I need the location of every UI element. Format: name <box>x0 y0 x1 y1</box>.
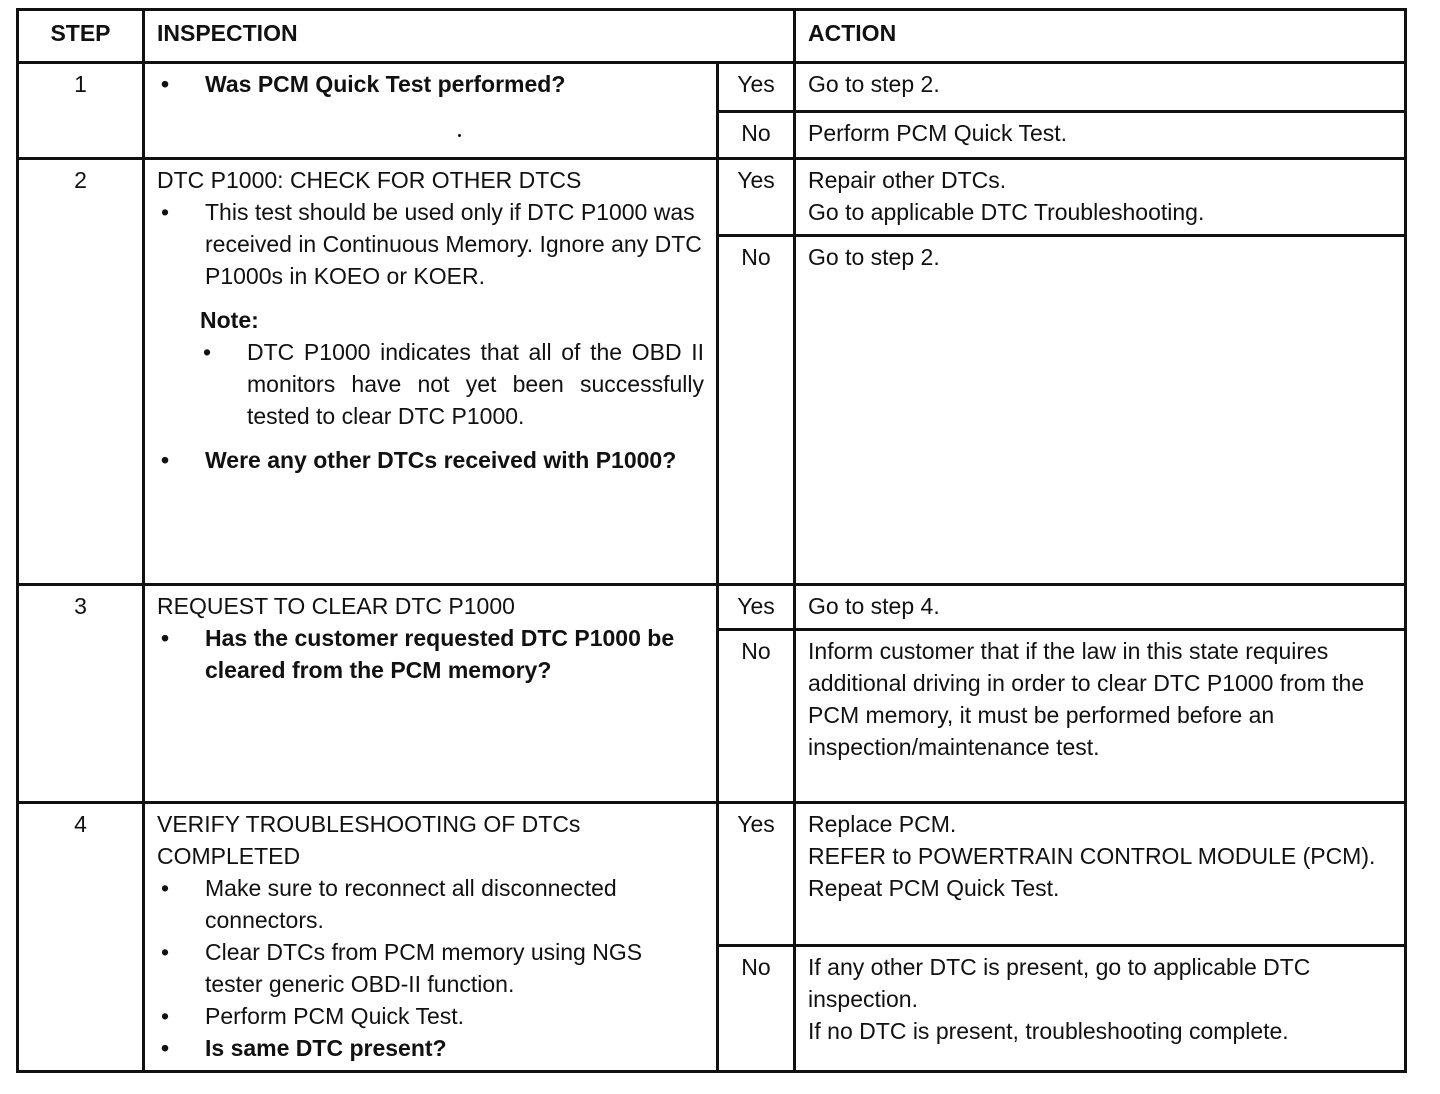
yes-label: Yes <box>718 803 795 946</box>
header-row <box>18 10 1406 63</box>
step-1-yes-row <box>18 63 1406 112</box>
header-step: STEP <box>18 10 144 63</box>
no-label: No <box>718 945 795 1071</box>
step-number: 4 <box>18 803 144 1072</box>
step-number: 3 <box>18 585 144 803</box>
action-line: Go to step 2. <box>808 71 940 97</box>
action-line: If any other DTC is present, go to applicable DTC inspection. <box>808 953 1311 1012</box>
step-2-no-action <box>795 236 1406 585</box>
header-action: ACTION <box>795 10 1406 63</box>
yes-label: Yes <box>718 63 795 112</box>
no-label: No <box>718 236 795 585</box>
no-label: No <box>718 112 795 159</box>
step-3-question: • Has the customer requested DTC P1000 be cleared from the PCM memory? <box>157 622 704 686</box>
yes-label: Yes <box>718 159 795 236</box>
step-3-no-action <box>795 630 1406 803</box>
action-line: Repair other DTCs. <box>808 167 1007 193</box>
step-4-yes-row <box>18 803 1406 946</box>
troubleshooting-table <box>16 8 1407 1073</box>
step-number: 1 <box>18 63 144 159</box>
action-line: Inform customer that if the law in this state requires additional driving in order to clear DTC P1000 from the PCM memory, it must be performed before an inspection/maintenance test. <box>808 638 1365 760</box>
step-2-inspection <box>144 159 718 585</box>
action-line: If no DTC is present, troubleshooting complete. <box>808 1017 1289 1044</box>
inspection-bullet: • Make sure to reconnect all disconnected connectors. <box>157 872 704 936</box>
action-line: Go to step 4. <box>808 593 940 619</box>
yes-label: Yes <box>718 585 795 630</box>
header-inspection: INSPECTION <box>144 10 795 63</box>
step-1-no-action <box>795 112 1406 159</box>
step-number: 2 <box>18 159 144 585</box>
note-bullet: • DTC P1000 indicates that all of the OBD II monitors have not yet been successfully tested to clear DTC P1000. <box>199 336 704 432</box>
scan-speck <box>458 134 461 137</box>
inspection-bullet: • Clear DTCs from PCM memory using NGS tester generic OBD-II function. <box>157 936 704 1000</box>
inspection-bullet: • This test should be used only if DTC P1000 was received in Continuous Memory. Ignore any DTC P1000s in KOEO or KOER. <box>157 196 704 292</box>
step-1-inspection <box>144 63 718 159</box>
action-line: Replace PCM. <box>808 811 957 837</box>
step-1-question: • Was PCM Quick Test performed? <box>157 68 704 100</box>
step-2-yes-row <box>18 159 1406 236</box>
no-label: No <box>718 630 795 803</box>
action-line: REFER to POWERTRAIN CONTROL MODULE (PCM). <box>808 843 1376 869</box>
step-3-yes-row <box>18 585 1406 630</box>
step-4-no-action <box>795 945 1406 1071</box>
action-line: Go to applicable DTC Troubleshooting. <box>808 199 1205 225</box>
action-line: Perform PCM Quick Test. <box>808 120 1068 146</box>
step-3-inspection <box>144 585 718 803</box>
step-4-question: • Is same DTC present? <box>157 1032 704 1064</box>
step-2-yes-action <box>795 159 1406 236</box>
step-title: REQUEST TO CLEAR DTC P1000 <box>157 593 515 619</box>
step-1-yes-action <box>795 63 1406 112</box>
action-line: Repeat PCM Quick Test. <box>808 875 1060 901</box>
step-title: DTC P1000: CHECK FOR OTHER DTCS <box>157 167 582 193</box>
step-4-yes-action <box>795 803 1406 946</box>
note-label: Note: <box>200 307 259 333</box>
step-3-yes-action <box>795 585 1406 630</box>
inspection-bullet: • Perform PCM Quick Test. <box>157 1000 704 1032</box>
step-title: VERIFY TROUBLESHOOTING OF DTCs COMPLETED <box>157 811 581 869</box>
action-line: Go to step 2. <box>808 244 940 270</box>
step-2-question: • Were any other DTCs received with P1000? <box>157 444 704 476</box>
step-4-inspection <box>144 803 718 1072</box>
